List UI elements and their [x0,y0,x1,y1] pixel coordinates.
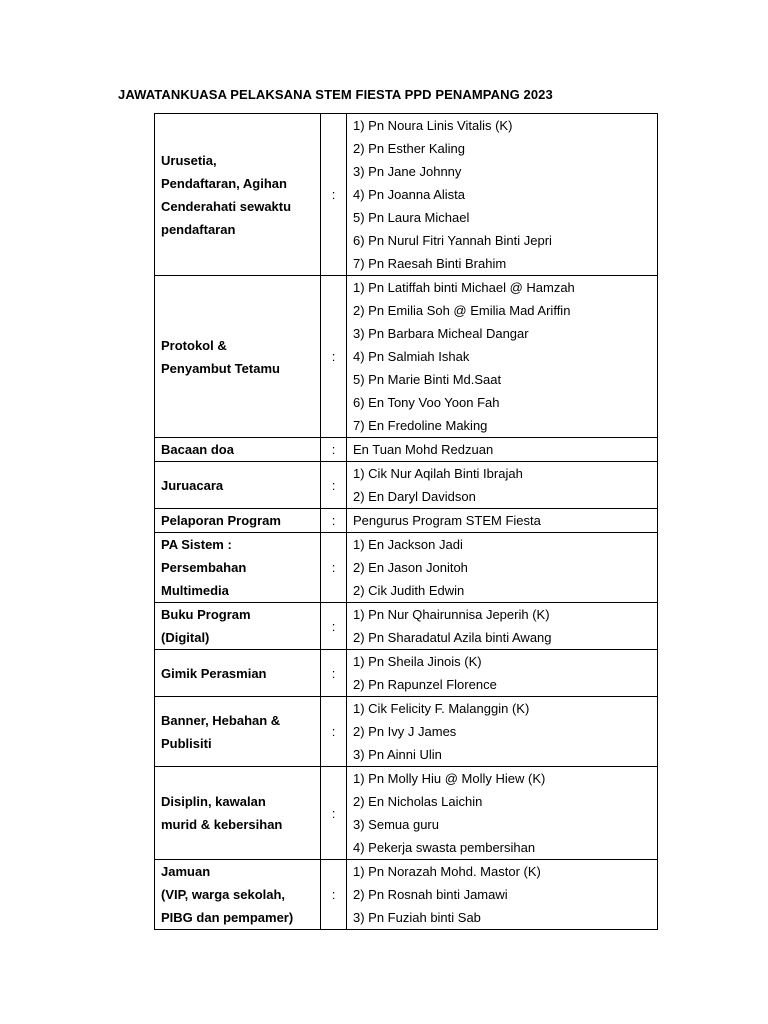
member-name: 3) Pn Ainni Ulin [353,747,442,762]
separator-cell: : [321,114,347,276]
role-line: Gimik Perasmian [161,665,267,681]
members-cell [347,509,658,533]
role-line: Persembahan [161,560,247,575]
member-name: 2) Cik Judith Edwin [353,583,465,598]
role-cell [155,509,321,533]
member-name: En Tuan Mohd Redzuan [353,442,494,457]
member-name: 1) Pn Norazah Mohd. Mastor (K) [353,864,541,879]
members-cell [347,767,658,860]
role-cell [155,276,321,438]
role-line: (Digital) [161,630,210,645]
separator-cell: : [321,276,347,438]
members-cell [347,533,658,603]
role-line: Protokol & [161,337,227,353]
role-cell [155,603,321,650]
member-name: 2) En Nicholas Laichin [353,794,483,809]
role-line: PA Sistem : [161,537,232,552]
table-row [155,860,658,930]
document-title: JAWATANKUASA PELAKSANA STEM FIESTA PPD PENAMPANG 2023 [118,87,553,102]
role-line: Pendaftaran, Agihan [161,175,287,191]
member-name: 6) Pn Nurul Fitri Yannah Binti Jepri [353,233,552,248]
role-line: Jamuan [161,864,211,879]
members-cell [347,860,658,930]
role-cell [155,697,321,767]
member-name: 3) Pn Fuziah binti Sab [353,910,481,925]
table-row [155,509,658,533]
members-cell [347,697,658,767]
separator-cell: : [321,767,347,860]
role-line: murid & kebersihan [161,817,283,832]
role-line: pendaftaran [161,221,236,237]
role-line: Bacaan doa [161,442,234,457]
role-line: Cenderahati sewaktu [161,198,292,214]
role-cell [155,533,321,603]
table-row [155,533,658,603]
member-name: 5) Pn Laura Michael [353,210,470,225]
member-name: 7) Pn Raesah Binti Brahim [353,256,507,271]
member-name: 2) En Daryl Davidson [353,489,476,504]
member-name: 7) En Fredoline Making [353,418,488,433]
role-line: Pelaporan Program [161,513,281,528]
member-name: 3) Pn Jane Johnny [353,164,462,179]
member-name: 1) Pn Nur Qhairunnisa Jeperih (K) [353,607,550,622]
member-name: 4) Pekerja swasta pembersihan [353,840,536,855]
member-name: 5) Pn Marie Binti Md.Saat [353,372,502,387]
member-name: 2) Pn Esther Kaling [353,141,466,156]
role-cell [155,114,321,276]
role-line: Penyambut Tetamu [161,360,280,376]
member-name: 2) Pn Rapunzel Florence [353,677,497,692]
role-line: Publisiti [161,735,212,751]
role-line: Juruacara [161,477,224,493]
member-name: 6) En Tony Voo Yoon Fah [353,395,500,410]
member-name: 3) Semua guru [353,817,439,832]
role-cell [155,650,321,697]
committee-table-body [155,114,658,930]
member-name: 4) Pn Salmiah Ishak [353,349,470,364]
role-line: Multimedia [161,583,229,598]
committee-table [154,113,658,930]
table-row [155,114,658,276]
role-line: Buku Program [161,607,251,622]
members-cell [347,438,658,462]
member-name: 2) Pn Emilia Soh @ Emilia Mad Ariffin [353,303,571,318]
member-name: 2) Pn Sharadatul Azila binti Awang [353,630,552,645]
members-cell [347,650,658,697]
separator-cell: : [321,697,347,767]
member-name: 1) Pn Noura Linis Vitalis (K) [353,118,513,133]
separator-cell: : [321,509,347,533]
table-row [155,438,658,462]
table-row [155,767,658,860]
separator-cell: : [321,860,347,930]
role-line: (VIP, warga sekolah, [161,887,286,902]
separator-cell: : [321,462,347,509]
role-line: Banner, Hebahan & [161,712,281,728]
separator-cell: : [321,650,347,697]
table-row [155,603,658,650]
members-cell [347,114,658,276]
separator-cell: : [321,438,347,462]
member-name: 2) Pn Rosnah binti Jamawi [353,887,508,902]
member-name: 1) Pn Sheila Jinois (K) [353,654,482,669]
role-line: Urusetia, [161,152,217,168]
member-name: Pengurus Program STEM Fiesta [353,513,541,528]
member-name: 2) En Jason Jonitoh [353,560,468,575]
separator-cell: : [321,533,347,603]
role-line: PIBG dan pempamer) [161,910,294,925]
role-cell [155,860,321,930]
role-cell [155,462,321,509]
member-name: 1) Pn Latiffah binti Michael @ Hamzah [353,280,575,295]
separator-cell: : [321,603,347,650]
member-name: 1) Cik Nur Aqilah Binti Ibrajah [353,466,523,481]
member-name: 3) Pn Barbara Micheal Dangar [353,326,529,341]
table-row [155,697,658,767]
member-name: 2) Pn Ivy J James [353,724,457,739]
table-row [155,462,658,509]
member-name: 1) Pn Molly Hiu @ Molly Hiew (K) [353,771,546,786]
members-cell [347,462,658,509]
member-name: 1) En Jackson Jadi [353,537,463,552]
role-cell [155,438,321,462]
members-cell [347,603,658,650]
table-row [155,276,658,438]
members-cell [347,276,658,438]
table-row [155,650,658,697]
role-line: Disiplin, kawalan [161,794,266,809]
member-name: 1) Cik Felicity F. Malanggin (K) [353,701,530,716]
member-name: 4) Pn Joanna Alista [353,187,466,202]
role-cell [155,767,321,860]
